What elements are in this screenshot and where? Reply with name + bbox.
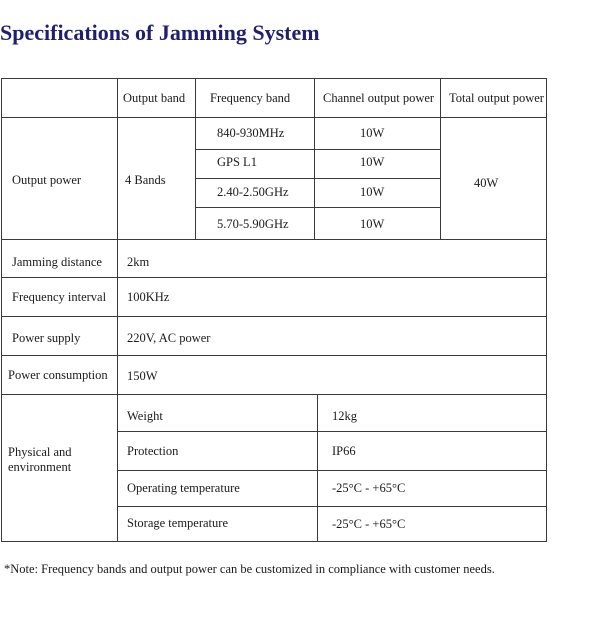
table-rule xyxy=(195,178,440,179)
channel-power: 10W xyxy=(360,126,385,140)
table-rule xyxy=(117,506,547,507)
table-rule xyxy=(117,470,547,471)
table-rule xyxy=(317,394,318,542)
power-supply-label: Power supply xyxy=(12,331,81,345)
channel-power: 10W xyxy=(360,155,385,169)
table-rule xyxy=(440,78,441,240)
physical-item-value: -25°C - +65°C xyxy=(332,517,406,531)
channel-frequency: GPS L1 xyxy=(217,155,257,169)
output-bands-value: 4 Bands xyxy=(125,173,166,187)
physical-item-name: Storage temperature xyxy=(127,516,228,530)
footnote: *Note: Frequency bands and output power can be customized in compliance with customer needs. xyxy=(4,562,495,576)
table-rule xyxy=(1,394,547,395)
jamming-distance-value: 2km xyxy=(127,255,150,269)
table-rule xyxy=(117,78,118,542)
physical-item-value: IP66 xyxy=(332,444,356,458)
output-power-label: Output power xyxy=(12,173,82,187)
power-consumption-label: Power consumption xyxy=(8,368,108,382)
page-title: Specifications of Jamming System xyxy=(0,20,320,45)
table-rule xyxy=(1,355,547,356)
table-rule xyxy=(1,277,547,278)
header-output-band: Output band xyxy=(123,91,186,105)
table-rule xyxy=(546,78,547,542)
physical-item-name: Weight xyxy=(127,409,163,423)
table-rule xyxy=(195,78,196,240)
total-output-power-value: 40W xyxy=(474,176,499,190)
channel-power: 10W xyxy=(360,217,385,231)
header-total-output-power: Total output power xyxy=(449,91,544,105)
header-frequency-band: Frequency band xyxy=(210,91,291,105)
table-rule xyxy=(1,239,547,240)
channel-power: 10W xyxy=(360,185,385,199)
frequency-interval-value: 100KHz xyxy=(127,290,170,304)
power-consumption-value: 150W xyxy=(127,369,158,383)
channel-frequency: 2.40-2.50GHz xyxy=(217,185,289,199)
table-rule xyxy=(195,149,440,150)
table-rule xyxy=(314,78,315,240)
specifications-table xyxy=(1,78,547,542)
frequency-interval-label: Frequency interval xyxy=(12,290,107,304)
table-rule xyxy=(117,431,547,432)
channel-frequency: 840-930MHz xyxy=(217,126,285,140)
physical-item-name: Protection xyxy=(127,444,179,458)
power-supply-value: 220V, AC power xyxy=(127,331,211,345)
physical-environment-label: Physical and environment xyxy=(8,445,72,474)
table-rule xyxy=(1,78,547,79)
table-rule xyxy=(1,316,547,317)
physical-item-value: -25°C - +65°C xyxy=(332,481,406,495)
table-rule xyxy=(1,541,547,542)
channel-frequency: 5.70-5.90GHz xyxy=(217,217,289,231)
physical-item-name: Operating temperature xyxy=(127,481,240,495)
header-channel-output-power: Channel output power xyxy=(323,91,435,105)
physical-item-value: 12kg xyxy=(332,409,357,423)
table-rule xyxy=(195,207,440,208)
table-rule xyxy=(1,78,2,542)
table-rule xyxy=(1,117,547,118)
jamming-distance-label: Jamming distance xyxy=(12,255,102,269)
